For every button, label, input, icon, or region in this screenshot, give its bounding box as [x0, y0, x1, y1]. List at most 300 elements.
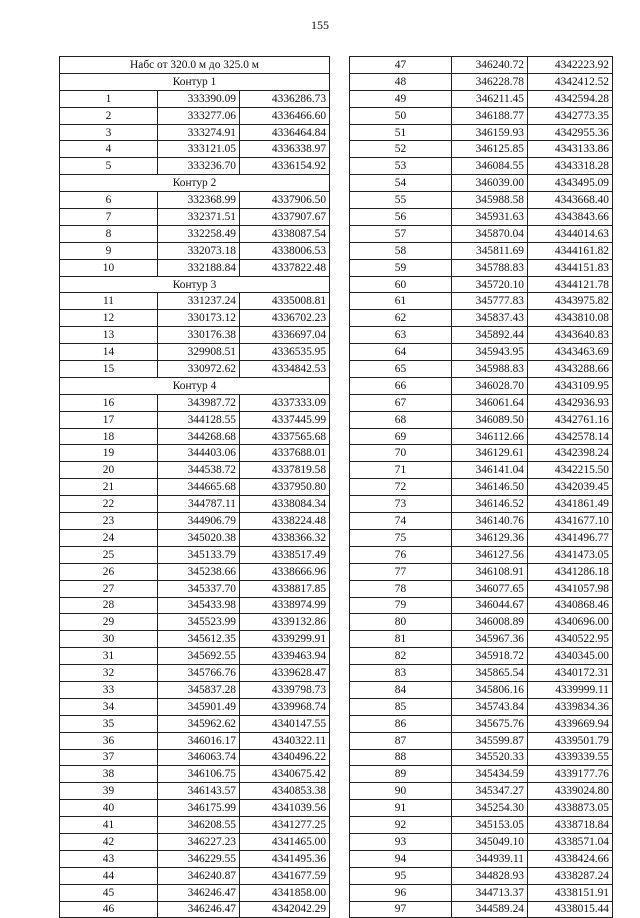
table-row	[60, 344, 330, 361]
x-coordinate-cell: 346125.85	[452, 141, 528, 158]
y-coordinate-cell: 4338224.48	[240, 513, 330, 530]
y-coordinate-cell: 4341858.00	[240, 884, 330, 901]
table-row	[350, 901, 613, 918]
table-row	[60, 715, 330, 732]
point-number-cell: 35	[60, 715, 158, 732]
table-row	[60, 867, 330, 884]
contour-label: Контур 4	[60, 377, 330, 394]
coordinates-table-left-body	[60, 57, 330, 918]
y-coordinate-cell: 4342039.45	[528, 479, 613, 496]
x-coordinate-cell: 333274.91	[158, 124, 240, 141]
x-coordinate-cell: 345988.58	[452, 192, 528, 209]
table-row	[60, 411, 330, 428]
y-coordinate-cell: 4340853.38	[240, 783, 330, 800]
x-coordinate-cell: 345599.87	[452, 732, 528, 749]
y-coordinate-cell: 4341677.59	[240, 867, 330, 884]
x-coordinate-cell: 345020.38	[158, 529, 240, 546]
y-coordinate-cell: 4342398.24	[528, 445, 613, 462]
x-coordinate-cell: 345434.59	[452, 766, 528, 783]
x-coordinate-cell: 346140.76	[452, 513, 528, 530]
point-number-cell: 26	[60, 563, 158, 580]
contour-header-row	[60, 175, 330, 192]
y-coordinate-cell: 4343133.86	[528, 141, 613, 158]
table-row	[60, 817, 330, 834]
x-coordinate-cell: 344268.68	[158, 428, 240, 445]
point-number-cell: 20	[60, 462, 158, 479]
table-row	[60, 479, 330, 496]
y-coordinate-cell: 4340522.95	[528, 631, 613, 648]
point-number-cell: 43	[60, 850, 158, 867]
y-coordinate-cell: 4335008.81	[240, 293, 330, 310]
x-coordinate-cell: 345153.05	[452, 817, 528, 834]
table-row	[350, 513, 613, 530]
table-row	[60, 310, 330, 327]
y-coordinate-cell: 4340496.22	[240, 749, 330, 766]
table-row	[60, 698, 330, 715]
point-number-cell: 79	[350, 597, 452, 614]
y-coordinate-cell: 4337906.50	[240, 192, 330, 209]
y-coordinate-cell: 4338366.32	[240, 529, 330, 546]
x-coordinate-cell: 346077.65	[452, 580, 528, 597]
y-coordinate-cell: 4341039.56	[240, 800, 330, 817]
x-coordinate-cell: 330176.38	[158, 327, 240, 344]
point-number-cell: 97	[350, 901, 452, 918]
x-coordinate-cell: 345943.95	[452, 344, 528, 361]
point-number-cell: 3	[60, 124, 158, 141]
table-row	[350, 833, 613, 850]
table-row	[350, 411, 613, 428]
table-row	[350, 597, 613, 614]
table-row	[350, 681, 613, 698]
x-coordinate-cell: 345892.44	[452, 327, 528, 344]
x-coordinate-cell: 346112.66	[452, 428, 528, 445]
x-coordinate-cell: 345777.83	[452, 293, 528, 310]
y-coordinate-cell: 4339628.47	[240, 665, 330, 682]
x-coordinate-cell: 346246.47	[158, 901, 240, 918]
table-row	[350, 259, 613, 276]
point-number-cell: 74	[350, 513, 452, 530]
point-number-cell: 66	[350, 377, 452, 394]
point-number-cell: 25	[60, 546, 158, 563]
y-coordinate-cell: 4343495.09	[528, 175, 613, 192]
y-coordinate-cell: 4337565.68	[240, 428, 330, 445]
point-number-cell: 95	[350, 867, 452, 884]
x-coordinate-cell: 331237.24	[158, 293, 240, 310]
y-coordinate-cell: 4343109.95	[528, 377, 613, 394]
table-row	[350, 766, 613, 783]
point-number-cell: 83	[350, 665, 452, 682]
point-number-cell: 70	[350, 445, 452, 462]
point-number-cell: 54	[350, 175, 452, 192]
point-number-cell: 5	[60, 158, 158, 175]
y-coordinate-cell: 4343318.28	[528, 158, 613, 175]
y-coordinate-cell: 4339339.55	[528, 749, 613, 766]
point-number-cell: 78	[350, 580, 452, 597]
y-coordinate-cell: 4341677.10	[528, 513, 613, 530]
point-number-cell: 75	[350, 529, 452, 546]
table-row	[60, 631, 330, 648]
table-row	[350, 175, 613, 192]
table-row	[350, 732, 613, 749]
point-number-cell: 68	[350, 411, 452, 428]
x-coordinate-cell: 346227.23	[158, 833, 240, 850]
table-row	[350, 276, 613, 293]
point-number-cell: 40	[60, 800, 158, 817]
table-row	[60, 546, 330, 563]
y-coordinate-cell: 4338817.85	[240, 580, 330, 597]
point-number-cell: 59	[350, 259, 452, 276]
x-coordinate-cell: 346229.55	[158, 850, 240, 867]
y-coordinate-cell: 4337822.48	[240, 259, 330, 276]
x-coordinate-cell: 345675.76	[452, 715, 528, 732]
table-row	[60, 614, 330, 631]
x-coordinate-cell: 346061.64	[452, 394, 528, 411]
y-coordinate-cell: 4338151.91	[528, 884, 613, 901]
table-row	[350, 867, 613, 884]
point-number-cell: 7	[60, 209, 158, 226]
y-coordinate-cell: 4336697.04	[240, 327, 330, 344]
point-number-cell: 57	[350, 225, 452, 242]
x-coordinate-cell: 344787.11	[158, 496, 240, 513]
table-row	[350, 749, 613, 766]
point-number-cell: 18	[60, 428, 158, 445]
y-coordinate-cell: 4342955.36	[528, 124, 613, 141]
x-coordinate-cell: 345931.63	[452, 209, 528, 226]
x-coordinate-cell: 346240.72	[452, 57, 528, 74]
x-coordinate-cell: 346129.36	[452, 529, 528, 546]
y-coordinate-cell: 4337333.09	[240, 394, 330, 411]
point-number-cell: 87	[350, 732, 452, 749]
x-coordinate-cell: 329908.51	[158, 344, 240, 361]
x-coordinate-cell: 346246.47	[158, 884, 240, 901]
table-row	[60, 428, 330, 445]
y-coordinate-cell: 4339024.80	[528, 783, 613, 800]
x-coordinate-cell: 345692.55	[158, 648, 240, 665]
coordinates-table-right	[349, 56, 613, 918]
point-number-cell: 82	[350, 648, 452, 665]
x-coordinate-cell: 345523.99	[158, 614, 240, 631]
table-row	[350, 141, 613, 158]
table-row	[60, 107, 330, 124]
y-coordinate-cell: 4336286.73	[240, 90, 330, 107]
table-row	[60, 597, 330, 614]
table-row	[60, 225, 330, 242]
table-row	[350, 327, 613, 344]
point-number-cell: 33	[60, 681, 158, 698]
x-coordinate-cell: 344128.55	[158, 411, 240, 428]
x-coordinate-cell: 345870.04	[452, 225, 528, 242]
y-coordinate-cell: 4337907.67	[240, 209, 330, 226]
y-coordinate-cell: 4339834.36	[528, 698, 613, 715]
y-coordinate-cell: 4336154.92	[240, 158, 330, 175]
table-row	[60, 766, 330, 783]
x-coordinate-cell: 345901.49	[158, 698, 240, 715]
point-number-cell: 27	[60, 580, 158, 597]
table-row	[350, 665, 613, 682]
page-number: 155	[311, 18, 329, 32]
table-row	[350, 631, 613, 648]
x-coordinate-cell: 346127.56	[452, 546, 528, 563]
x-coordinate-cell: 346044.67	[452, 597, 528, 614]
table-row	[350, 479, 613, 496]
table-row	[350, 242, 613, 259]
table-row	[350, 817, 613, 834]
point-number-cell: 49	[350, 90, 452, 107]
y-coordinate-cell: 4343288.66	[528, 361, 613, 378]
table-row	[350, 462, 613, 479]
x-coordinate-cell: 346240.87	[158, 867, 240, 884]
point-number-cell: 67	[350, 394, 452, 411]
point-number-cell: 62	[350, 310, 452, 327]
table-row	[350, 107, 613, 124]
table-row	[60, 563, 330, 580]
y-coordinate-cell: 4339999.11	[528, 681, 613, 698]
table-row	[350, 648, 613, 665]
y-coordinate-cell: 4342578.14	[528, 428, 613, 445]
table-row	[60, 800, 330, 817]
y-coordinate-cell: 4337819.58	[240, 462, 330, 479]
point-number-cell: 16	[60, 394, 158, 411]
y-coordinate-cell: 4340868.46	[528, 597, 613, 614]
table-row	[350, 209, 613, 226]
y-coordinate-cell: 4336702.23	[240, 310, 330, 327]
table-row	[60, 90, 330, 107]
table-row	[60, 394, 330, 411]
table-row	[60, 783, 330, 800]
x-coordinate-cell: 346108.91	[452, 563, 528, 580]
point-number-cell: 4	[60, 141, 158, 158]
table-row	[350, 344, 613, 361]
y-coordinate-cell: 4338006.53	[240, 242, 330, 259]
x-coordinate-cell: 344403.06	[158, 445, 240, 462]
point-number-cell: 93	[350, 833, 452, 850]
y-coordinate-cell: 4338015.44	[528, 901, 613, 918]
y-coordinate-cell: 4339299.91	[240, 631, 330, 648]
y-coordinate-cell: 4341057.98	[528, 580, 613, 597]
y-coordinate-cell: 4340696.00	[528, 614, 613, 631]
y-coordinate-cell: 4341277.25	[240, 817, 330, 834]
table-row	[350, 614, 613, 631]
point-number-cell: 41	[60, 817, 158, 834]
table-row	[350, 580, 613, 597]
x-coordinate-cell: 345766.76	[158, 665, 240, 682]
table-row	[350, 377, 613, 394]
table-row	[350, 698, 613, 715]
point-number-cell: 50	[350, 107, 452, 124]
point-number-cell: 13	[60, 327, 158, 344]
y-coordinate-cell: 4338571.04	[528, 833, 613, 850]
table-row	[60, 513, 330, 530]
y-coordinate-cell: 4342936.93	[528, 394, 613, 411]
table-row	[60, 293, 330, 310]
y-coordinate-cell: 4336338.97	[240, 141, 330, 158]
point-number-cell: 69	[350, 428, 452, 445]
y-coordinate-cell: 4341495.36	[240, 850, 330, 867]
x-coordinate-cell: 345337.70	[158, 580, 240, 597]
table-row	[60, 496, 330, 513]
y-coordinate-cell: 4338424.66	[528, 850, 613, 867]
point-number-cell: 23	[60, 513, 158, 530]
table-row	[350, 445, 613, 462]
point-number-cell: 28	[60, 597, 158, 614]
table-row	[60, 462, 330, 479]
y-coordinate-cell: 4340675.42	[240, 766, 330, 783]
x-coordinate-cell: 345788.83	[452, 259, 528, 276]
y-coordinate-cell: 4336535.95	[240, 344, 330, 361]
point-number-cell: 45	[60, 884, 158, 901]
point-number-cell: 52	[350, 141, 452, 158]
table-row	[350, 496, 613, 513]
point-number-cell: 73	[350, 496, 452, 513]
point-number-cell: 11	[60, 293, 158, 310]
table-row	[60, 580, 330, 597]
y-coordinate-cell: 4341473.05	[528, 546, 613, 563]
point-number-cell: 38	[60, 766, 158, 783]
x-coordinate-cell: 344665.68	[158, 479, 240, 496]
table-title-row	[60, 57, 330, 74]
y-coordinate-cell: 4343668.40	[528, 192, 613, 209]
y-coordinate-cell: 4340345.00	[528, 648, 613, 665]
y-coordinate-cell: 4337445.99	[240, 411, 330, 428]
point-number-cell: 29	[60, 614, 158, 631]
x-coordinate-cell: 332258.49	[158, 225, 240, 242]
point-number-cell: 84	[350, 681, 452, 698]
y-coordinate-cell: 4342761.16	[528, 411, 613, 428]
x-coordinate-cell: 332073.18	[158, 242, 240, 259]
x-coordinate-cell: 333390.09	[158, 90, 240, 107]
y-coordinate-cell: 4342412.52	[528, 73, 613, 90]
x-coordinate-cell: 346228.78	[452, 73, 528, 90]
x-coordinate-cell: 345520.33	[452, 749, 528, 766]
point-number-cell: 61	[350, 293, 452, 310]
y-coordinate-cell: 4343975.82	[528, 293, 613, 310]
y-coordinate-cell: 4338718.84	[528, 817, 613, 834]
x-coordinate-cell: 343987.72	[158, 394, 240, 411]
y-coordinate-cell: 4342042.29	[240, 901, 330, 918]
table-row	[350, 884, 613, 901]
y-coordinate-cell: 4341286.18	[528, 563, 613, 580]
point-number-cell: 60	[350, 276, 452, 293]
x-coordinate-cell: 345806.16	[452, 681, 528, 698]
table-row	[60, 361, 330, 378]
point-number-cell: 58	[350, 242, 452, 259]
y-coordinate-cell: 4338873.05	[528, 800, 613, 817]
x-coordinate-cell: 346106.75	[158, 766, 240, 783]
x-coordinate-cell: 346141.04	[452, 462, 528, 479]
table-row	[350, 783, 613, 800]
table-row	[60, 681, 330, 698]
point-number-cell: 80	[350, 614, 452, 631]
table-row	[350, 293, 613, 310]
table-row	[350, 563, 613, 580]
table-row	[60, 242, 330, 259]
contour-label: Контур 1	[60, 73, 330, 90]
x-coordinate-cell: 345988.83	[452, 361, 528, 378]
point-number-cell: 46	[60, 901, 158, 918]
x-coordinate-cell: 345612.35	[158, 631, 240, 648]
y-coordinate-cell: 4337950.80	[240, 479, 330, 496]
contour-header-row	[60, 377, 330, 394]
table-row	[60, 833, 330, 850]
x-coordinate-cell: 345433.98	[158, 597, 240, 614]
y-coordinate-cell: 4344121.78	[528, 276, 613, 293]
x-coordinate-cell: 344538.72	[158, 462, 240, 479]
y-coordinate-cell: 4341465.00	[240, 833, 330, 850]
point-number-cell: 12	[60, 310, 158, 327]
x-coordinate-cell: 345811.69	[452, 242, 528, 259]
point-number-cell: 90	[350, 783, 452, 800]
point-number-cell: 65	[350, 361, 452, 378]
y-coordinate-cell: 4344151.83	[528, 259, 613, 276]
table-row	[60, 850, 330, 867]
point-number-cell: 14	[60, 344, 158, 361]
x-coordinate-cell: 332371.51	[158, 209, 240, 226]
point-number-cell: 53	[350, 158, 452, 175]
x-coordinate-cell: 330972.62	[158, 361, 240, 378]
x-coordinate-cell: 345967.36	[452, 631, 528, 648]
table-row	[60, 192, 330, 209]
table-row	[350, 394, 613, 411]
x-coordinate-cell: 345743.84	[452, 698, 528, 715]
y-coordinate-cell: 4339132.86	[240, 614, 330, 631]
point-number-cell: 89	[350, 766, 452, 783]
x-coordinate-cell: 345049.10	[452, 833, 528, 850]
y-coordinate-cell: 4339463.94	[240, 648, 330, 665]
table-row	[60, 445, 330, 462]
point-number-cell: 2	[60, 107, 158, 124]
x-coordinate-cell: 346008.89	[452, 614, 528, 631]
point-number-cell: 31	[60, 648, 158, 665]
table-row	[60, 648, 330, 665]
y-coordinate-cell: 4344161.82	[528, 242, 613, 259]
table-row	[350, 57, 613, 74]
point-number-cell: 32	[60, 665, 158, 682]
table-row	[350, 192, 613, 209]
y-coordinate-cell: 4336464.84	[240, 124, 330, 141]
point-number-cell: 17	[60, 411, 158, 428]
x-coordinate-cell: 345837.28	[158, 681, 240, 698]
table-row	[350, 850, 613, 867]
x-coordinate-cell: 345238.66	[158, 563, 240, 580]
y-coordinate-cell: 4344014.63	[528, 225, 613, 242]
table-row	[60, 124, 330, 141]
y-coordinate-cell: 4342773.35	[528, 107, 613, 124]
x-coordinate-cell: 345962.62	[158, 715, 240, 732]
x-coordinate-cell: 346129.61	[452, 445, 528, 462]
x-coordinate-cell: 346146.50	[452, 479, 528, 496]
x-coordinate-cell: 344828.93	[452, 867, 528, 884]
y-coordinate-cell: 4342594.28	[528, 90, 613, 107]
y-coordinate-cell: 4337688.01	[240, 445, 330, 462]
y-coordinate-cell: 4334842.53	[240, 361, 330, 378]
point-number-cell: 30	[60, 631, 158, 648]
table-row	[60, 732, 330, 749]
table-row	[350, 529, 613, 546]
x-coordinate-cell: 346175.99	[158, 800, 240, 817]
x-coordinate-cell: 345254.30	[452, 800, 528, 817]
x-coordinate-cell: 346028.70	[452, 377, 528, 394]
point-number-cell: 72	[350, 479, 452, 496]
point-number-cell: 10	[60, 259, 158, 276]
x-coordinate-cell: 332368.99	[158, 192, 240, 209]
table-row	[60, 259, 330, 276]
point-number-cell: 42	[60, 833, 158, 850]
table-row	[350, 158, 613, 175]
y-coordinate-cell: 4341861.49	[528, 496, 613, 513]
x-coordinate-cell: 346208.55	[158, 817, 240, 834]
x-coordinate-cell: 346143.57	[158, 783, 240, 800]
table-row	[350, 361, 613, 378]
